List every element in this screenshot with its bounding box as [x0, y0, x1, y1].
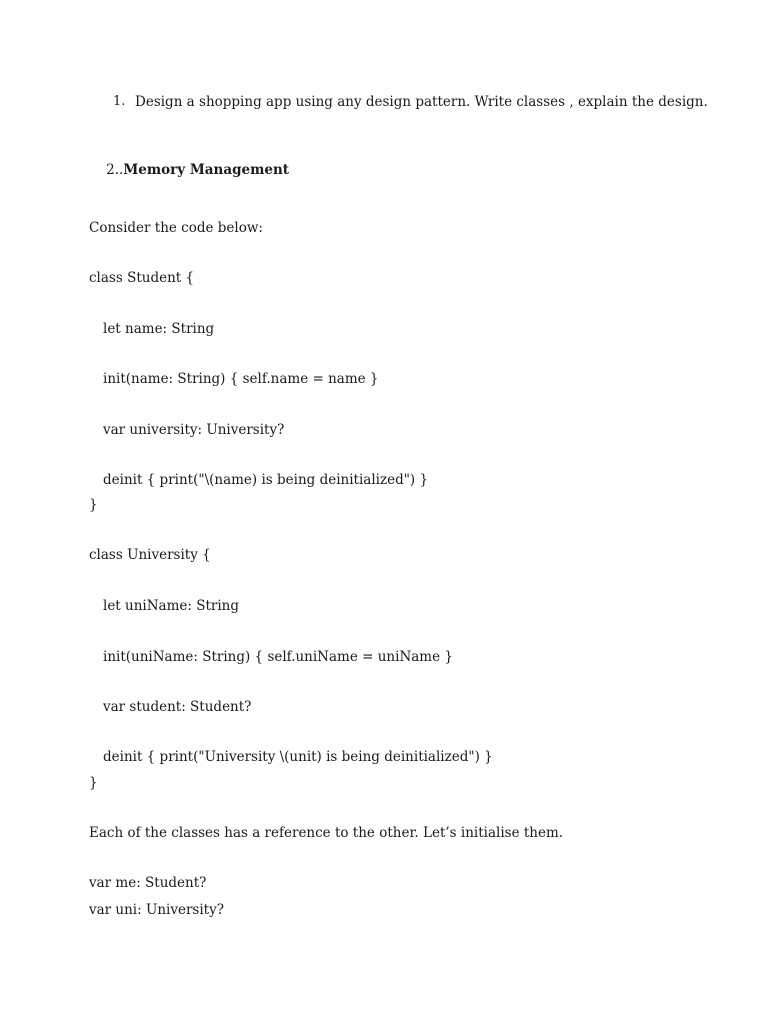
question-2-number: 2..: [106, 162, 124, 178]
student-university-property: var university: University?: [103, 422, 285, 438]
university-student-property: var student: Student?: [103, 699, 252, 715]
student-name-property: let name: String: [103, 321, 215, 337]
explanation-text: Each of the classes has a reference to the other. Let’s initialise them.: [89, 825, 564, 841]
var-uni-declaration: var uni: University?: [89, 902, 224, 918]
university-name-property: let uniName: String: [103, 598, 240, 614]
university-class-close: }: [89, 775, 98, 791]
university-init: init(uniName: String) { self.uniName = uniName }: [103, 649, 453, 665]
student-class-close: }: [89, 497, 98, 513]
student-init: init(name: String) { self.name = name }: [103, 371, 379, 387]
var-me-declaration: var me: Student?: [89, 875, 207, 891]
student-class-header: class Student {: [89, 270, 195, 286]
question-2-title: Memory Management: [123, 162, 290, 178]
student-deinit: deinit { print("\(name) is being deinitialized") }: [103, 472, 429, 488]
intro-text: Consider the code below:: [89, 220, 263, 236]
university-deinit: deinit { print("University \(unit) is being deinitialized") }: [103, 749, 493, 765]
question-1-number: 1.: [113, 94, 126, 109]
question-2-heading: [89, 143, 289, 197]
university-class-header: class University {: [89, 547, 211, 563]
question-1-text: Design a shopping app using any design pattern. Write classes , explain the design.: [135, 94, 708, 110]
